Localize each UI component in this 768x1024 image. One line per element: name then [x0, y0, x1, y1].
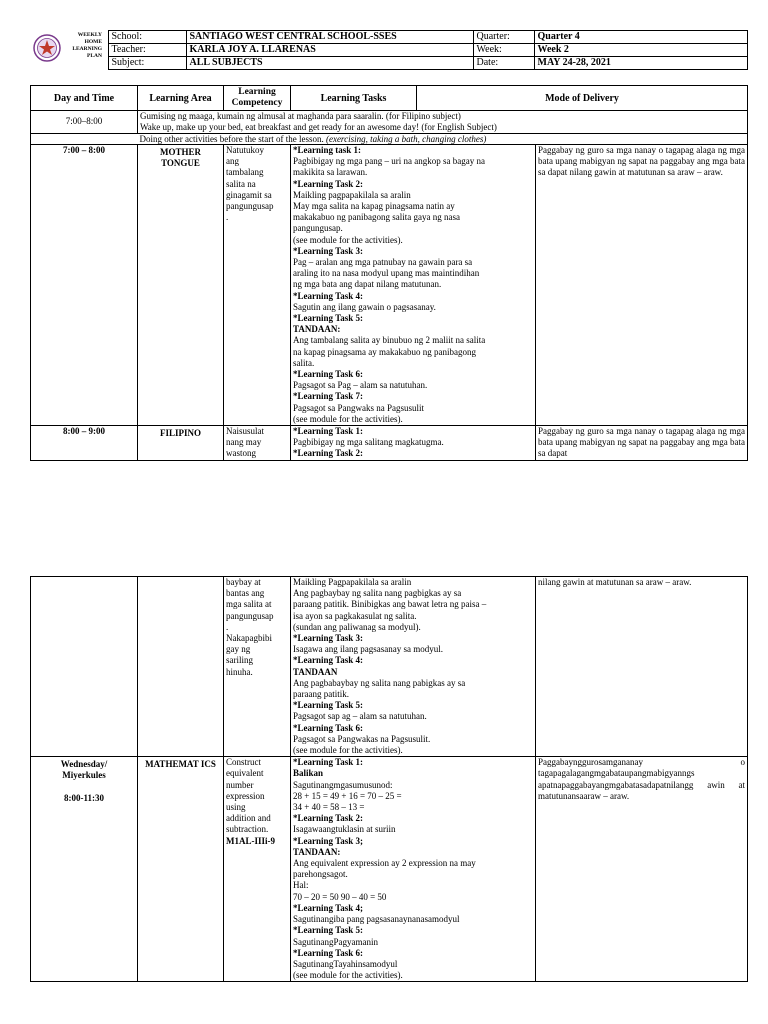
school-value: SANTIAGO WEST CENTRAL SCHOOL-SSES: [186, 31, 473, 44]
task-line: *Learning Task 1:: [293, 426, 364, 437]
math-area: MATHEMAT ICS: [138, 757, 224, 982]
task-line: SagutinangTayahinsamodyul: [293, 958, 398, 969]
competency-line: sariling: [226, 655, 253, 666]
math-competency: [224, 757, 291, 982]
task-line: Ang tambalang salita ay binubuo ng 2 maliit na salita: [293, 335, 486, 346]
task-line: Sagutin ang ilang gawain o pagsasanay.: [293, 301, 436, 312]
task-line: (see module for the activities).: [293, 745, 403, 756]
intro-row-2: [31, 134, 748, 145]
intro-row: [31, 111, 748, 134]
competency-line: Construct: [226, 757, 261, 768]
competency-line: ang: [226, 156, 239, 167]
intro-text: [138, 111, 748, 134]
quarter-value: Quarter 4: [534, 31, 747, 44]
competency-line: baybay at: [226, 577, 261, 587]
header-table: [30, 30, 748, 70]
task-line: Pagsagot sa Pangwakas na Pagsusulit.: [293, 733, 431, 744]
teacher-value: KARLA JOY A. LLARENAS: [186, 44, 473, 57]
task-line: Pagbibigay ng mga salitang magkatugma.: [293, 437, 444, 448]
task-line: Maikling Pagpapakilala sa aralin: [293, 577, 412, 587]
task-line: Isagawa ang ilang pagsasanay sa modyul.: [293, 644, 443, 655]
task-line: isa ayon sa pagkakasulat ng salita.: [293, 610, 417, 621]
fil-time: 8:00 – 9:00: [31, 426, 138, 461]
mt-area: MOTHER TONGUE: [138, 145, 224, 426]
task-line: *Learning Task 3:: [293, 245, 364, 256]
competency-line: addition and: [226, 813, 271, 824]
competency-line: pangungusap: [226, 610, 274, 621]
math-code: M1AL-IIIi-9: [226, 835, 275, 846]
fil-cont-area: [138, 577, 224, 757]
mt-competency: [224, 145, 291, 426]
task-line: *Learning Task 6:: [293, 722, 364, 733]
week-value: Week 2: [534, 44, 747, 57]
task-line: Ang pagbaybay ng salita nang pagbigkas ay sa: [293, 588, 462, 599]
date-value: MAY 24-28, 2021: [534, 57, 747, 70]
task-line: makikita sa larawan.: [293, 167, 368, 178]
intro-time: 7:00–8:00: [31, 111, 138, 134]
intro-spacer: [31, 134, 138, 145]
competency-line: mga salita at: [226, 599, 272, 610]
task-line: 70 – 20 = 50 90 – 40 = 50: [293, 891, 387, 902]
task-line: 28 + 15 = 49 + 16 = 70 – 25 =: [293, 790, 402, 801]
task-line: SagutinangPagyamanin: [293, 936, 378, 947]
math-day: Wednesday/ Miyerkules: [60, 759, 108, 781]
task-line: TANDAAN:: [293, 846, 341, 857]
fil-cont-mode: nilang gawin at matutunan sa araw – araw.: [536, 577, 748, 757]
task-line: Isagawaangtuklasin at suriin: [293, 824, 396, 835]
week-label: Week:: [473, 44, 534, 57]
task-line: na kapag pinagsama ay makakabuo ng panibagong: [293, 346, 476, 357]
math-mode: Paggabaynggurosamgananay o tagapagalagangmgabataupangmabigyanngs apatnapaggabayangmgabatasadapatnilangg awin at matutunansaaraw – araw.: [536, 757, 748, 982]
task-line: (see module for the activities).: [293, 413, 403, 424]
task-line: Pagsagot sa Pag – alam sa natutuhan.: [293, 380, 428, 391]
deped-seal-icon: [33, 34, 61, 62]
teacher-label: Teacher:: [108, 44, 186, 57]
task-line: *Learning Task 5:: [293, 700, 364, 711]
task-line: *Learning Task 1:: [293, 757, 364, 768]
col-learning-tasks: Learning Tasks: [291, 86, 417, 111]
competency-line: number: [226, 779, 254, 790]
intro-line-3: Doing other activities before the start of the lesson.: [139, 134, 326, 144]
competency-line: .: [226, 212, 229, 223]
fil-tasks: [291, 426, 536, 461]
date-label: Date:: [473, 57, 534, 70]
math-day-time: [31, 757, 138, 982]
task-line: Hal:: [293, 880, 309, 891]
task-line: *Learning Task 7:: [293, 391, 364, 402]
math-tasks: [291, 757, 536, 982]
task-line: salita.: [293, 357, 315, 368]
fil-cont-tasks: [291, 577, 536, 757]
competency-line: Nakapagbibi: [226, 633, 272, 644]
task-line: *Learning Task 3:: [293, 633, 364, 644]
task-line: TANDAAN: [293, 666, 338, 677]
fil-cont-competency: [224, 577, 291, 757]
competency-line: using: [226, 802, 246, 813]
logo-caption: WEEKLY HOME LEARNING PLAN: [72, 31, 102, 59]
task-line: Balikan: [293, 768, 324, 779]
mt-mode: Paggabay ng guro sa mga nanay o tagapag alaga ng mga bata upang mabigyan ng sapat na paggabay ang mga bata sa dapat nilang gawin at matutunan sa araw – araw.: [536, 145, 748, 426]
task-line: *Learning Task 3;: [293, 835, 364, 846]
subject-label: Subject:: [108, 57, 186, 70]
task-line: (see module for the activities).: [293, 970, 403, 981]
task-line: paraang patitik.: [293, 689, 349, 700]
competency-line: gay ng: [226, 644, 251, 655]
task-line: *Learning Task 5:: [293, 313, 364, 324]
plan-table-continued: [30, 576, 748, 982]
fil-competency: [224, 426, 291, 461]
task-line: makakabuo ng panibagong salita gaya ng nasa: [293, 212, 460, 223]
task-line: Pagsagot sap ag – alam sa natutuhan.: [293, 711, 427, 722]
task-line: pangungusap.: [293, 223, 343, 234]
competency-line: wastong: [226, 448, 256, 459]
col-competency: Learning Competency: [224, 86, 291, 111]
task-line: *Learning Task 2:: [293, 813, 364, 824]
task-line: *Learning Task 2:: [293, 448, 364, 459]
row-filipino: [31, 426, 748, 461]
competency-line: Natutukoy: [226, 145, 264, 155]
column-header-row: [31, 86, 748, 111]
task-line: Pagbibigay ng mga pang – uri na angkop sa bagay na: [293, 156, 485, 167]
task-line: Pagsagot sa Pangwaks na Pagsusulit: [293, 402, 424, 413]
competency-line: tambalang: [226, 167, 264, 178]
task-line: Ang equivalent expression ay 2 expression na may: [293, 858, 476, 869]
task-line: araling ito na nasa modyul upang mas maintindihan: [293, 268, 480, 279]
task-line: *Learning Task 5:: [293, 925, 364, 936]
task-line: paraang patitik. Binibigkas ang bawat letra ng paisa –: [293, 599, 487, 610]
subject-value: ALL SUBJECTS: [186, 57, 473, 70]
col-learning-area: Learning Area: [138, 86, 224, 111]
intro-line-2: Wake up, make up your bed, eat breakfast and get ready for an awesome day! (for English Subject): [140, 122, 497, 132]
task-line: *Learning Task 4;: [293, 902, 364, 913]
page-2: [0, 572, 768, 1024]
task-line: Sagutinangmgasumusunod:: [293, 779, 393, 790]
competency-line: equivalent: [226, 768, 264, 779]
task-line: *Learning task 1:: [293, 145, 362, 155]
competency-line: subtraction.: [226, 824, 269, 835]
task-line: *Learning Task 4:: [293, 290, 364, 301]
plan-table: [30, 85, 748, 461]
competency-line: Naisusulat: [226, 426, 264, 437]
task-line: (see module for the activities).: [293, 234, 403, 245]
intro-line-1: Gumising ng maaga, kumain ng almusal at maghanda para saaralin. (for Filipino subject): [140, 111, 461, 121]
intro-line-3-italic: (exercising, taking a bath, changing clothes): [325, 134, 487, 144]
task-line: 34 + 40 = 58 – 13 =: [293, 802, 365, 813]
task-line: parehongsagot.: [293, 869, 348, 880]
fil-area: FILIPINO: [138, 426, 224, 461]
task-line: Pag – aralan ang mga patnubay na gawain para sa: [293, 257, 473, 268]
intro-text-3: [138, 134, 748, 145]
task-line: Ang pagbabaybay ng salita nang pabigkas ay sa: [293, 677, 466, 688]
task-line: Maikling pagpapakilala sa aralin: [293, 189, 411, 200]
fil-mode: Paggabay ng guro sa mga nanay o tagapag alaga ng mga bata upang mabigyan ng sapat na paggabay ang mga bata sa dapat: [536, 426, 748, 461]
task-line: ng mga bata ang dapat nilang matutunan.: [293, 279, 442, 290]
task-line: TANDAAN:: [293, 324, 341, 335]
row-mother-tongue: [31, 145, 748, 426]
task-line: May mga salita na kapag pinagsama natin ay: [293, 201, 455, 212]
task-line: *Learning Task 6:: [293, 369, 364, 380]
task-line: (sundan ang paliwanag sa modyul).: [293, 621, 421, 632]
competency-line: bantas ang: [226, 588, 265, 599]
task-line: *Learning Task 4:: [293, 655, 364, 666]
competency-line: hinuha.: [226, 666, 253, 677]
row-filipino-continued: [31, 577, 748, 757]
competency-line: expression: [226, 790, 265, 801]
deped-logo: [30, 31, 108, 70]
competency-line: salita na: [226, 178, 256, 189]
col-mode-of-delivery: Mode of Delivery: [417, 86, 748, 111]
competency-line: nang may: [226, 437, 262, 448]
task-line: Sagutinangiba pang pagsasanaynanasamodyul: [293, 914, 460, 925]
competency-line: .: [226, 621, 229, 632]
mt-time: 7:00 – 8:00: [31, 145, 138, 426]
mt-tasks: [291, 145, 536, 426]
math-time: 8:00-11:30: [64, 792, 104, 803]
quarter-label: Quarter:: [473, 31, 534, 44]
competency-line: ginagamit sa: [226, 189, 272, 200]
school-label: School:: [108, 31, 186, 44]
math-competency-lines: [226, 757, 288, 835]
col-day-time: Day and Time: [31, 86, 138, 111]
row-mathematics: [31, 757, 748, 982]
task-line: *Learning Task 2:: [293, 178, 364, 189]
task-line: *Learning Task 6:: [293, 947, 364, 958]
competency-line: pangungusap: [226, 201, 274, 212]
fil-cont-time: [31, 577, 138, 757]
